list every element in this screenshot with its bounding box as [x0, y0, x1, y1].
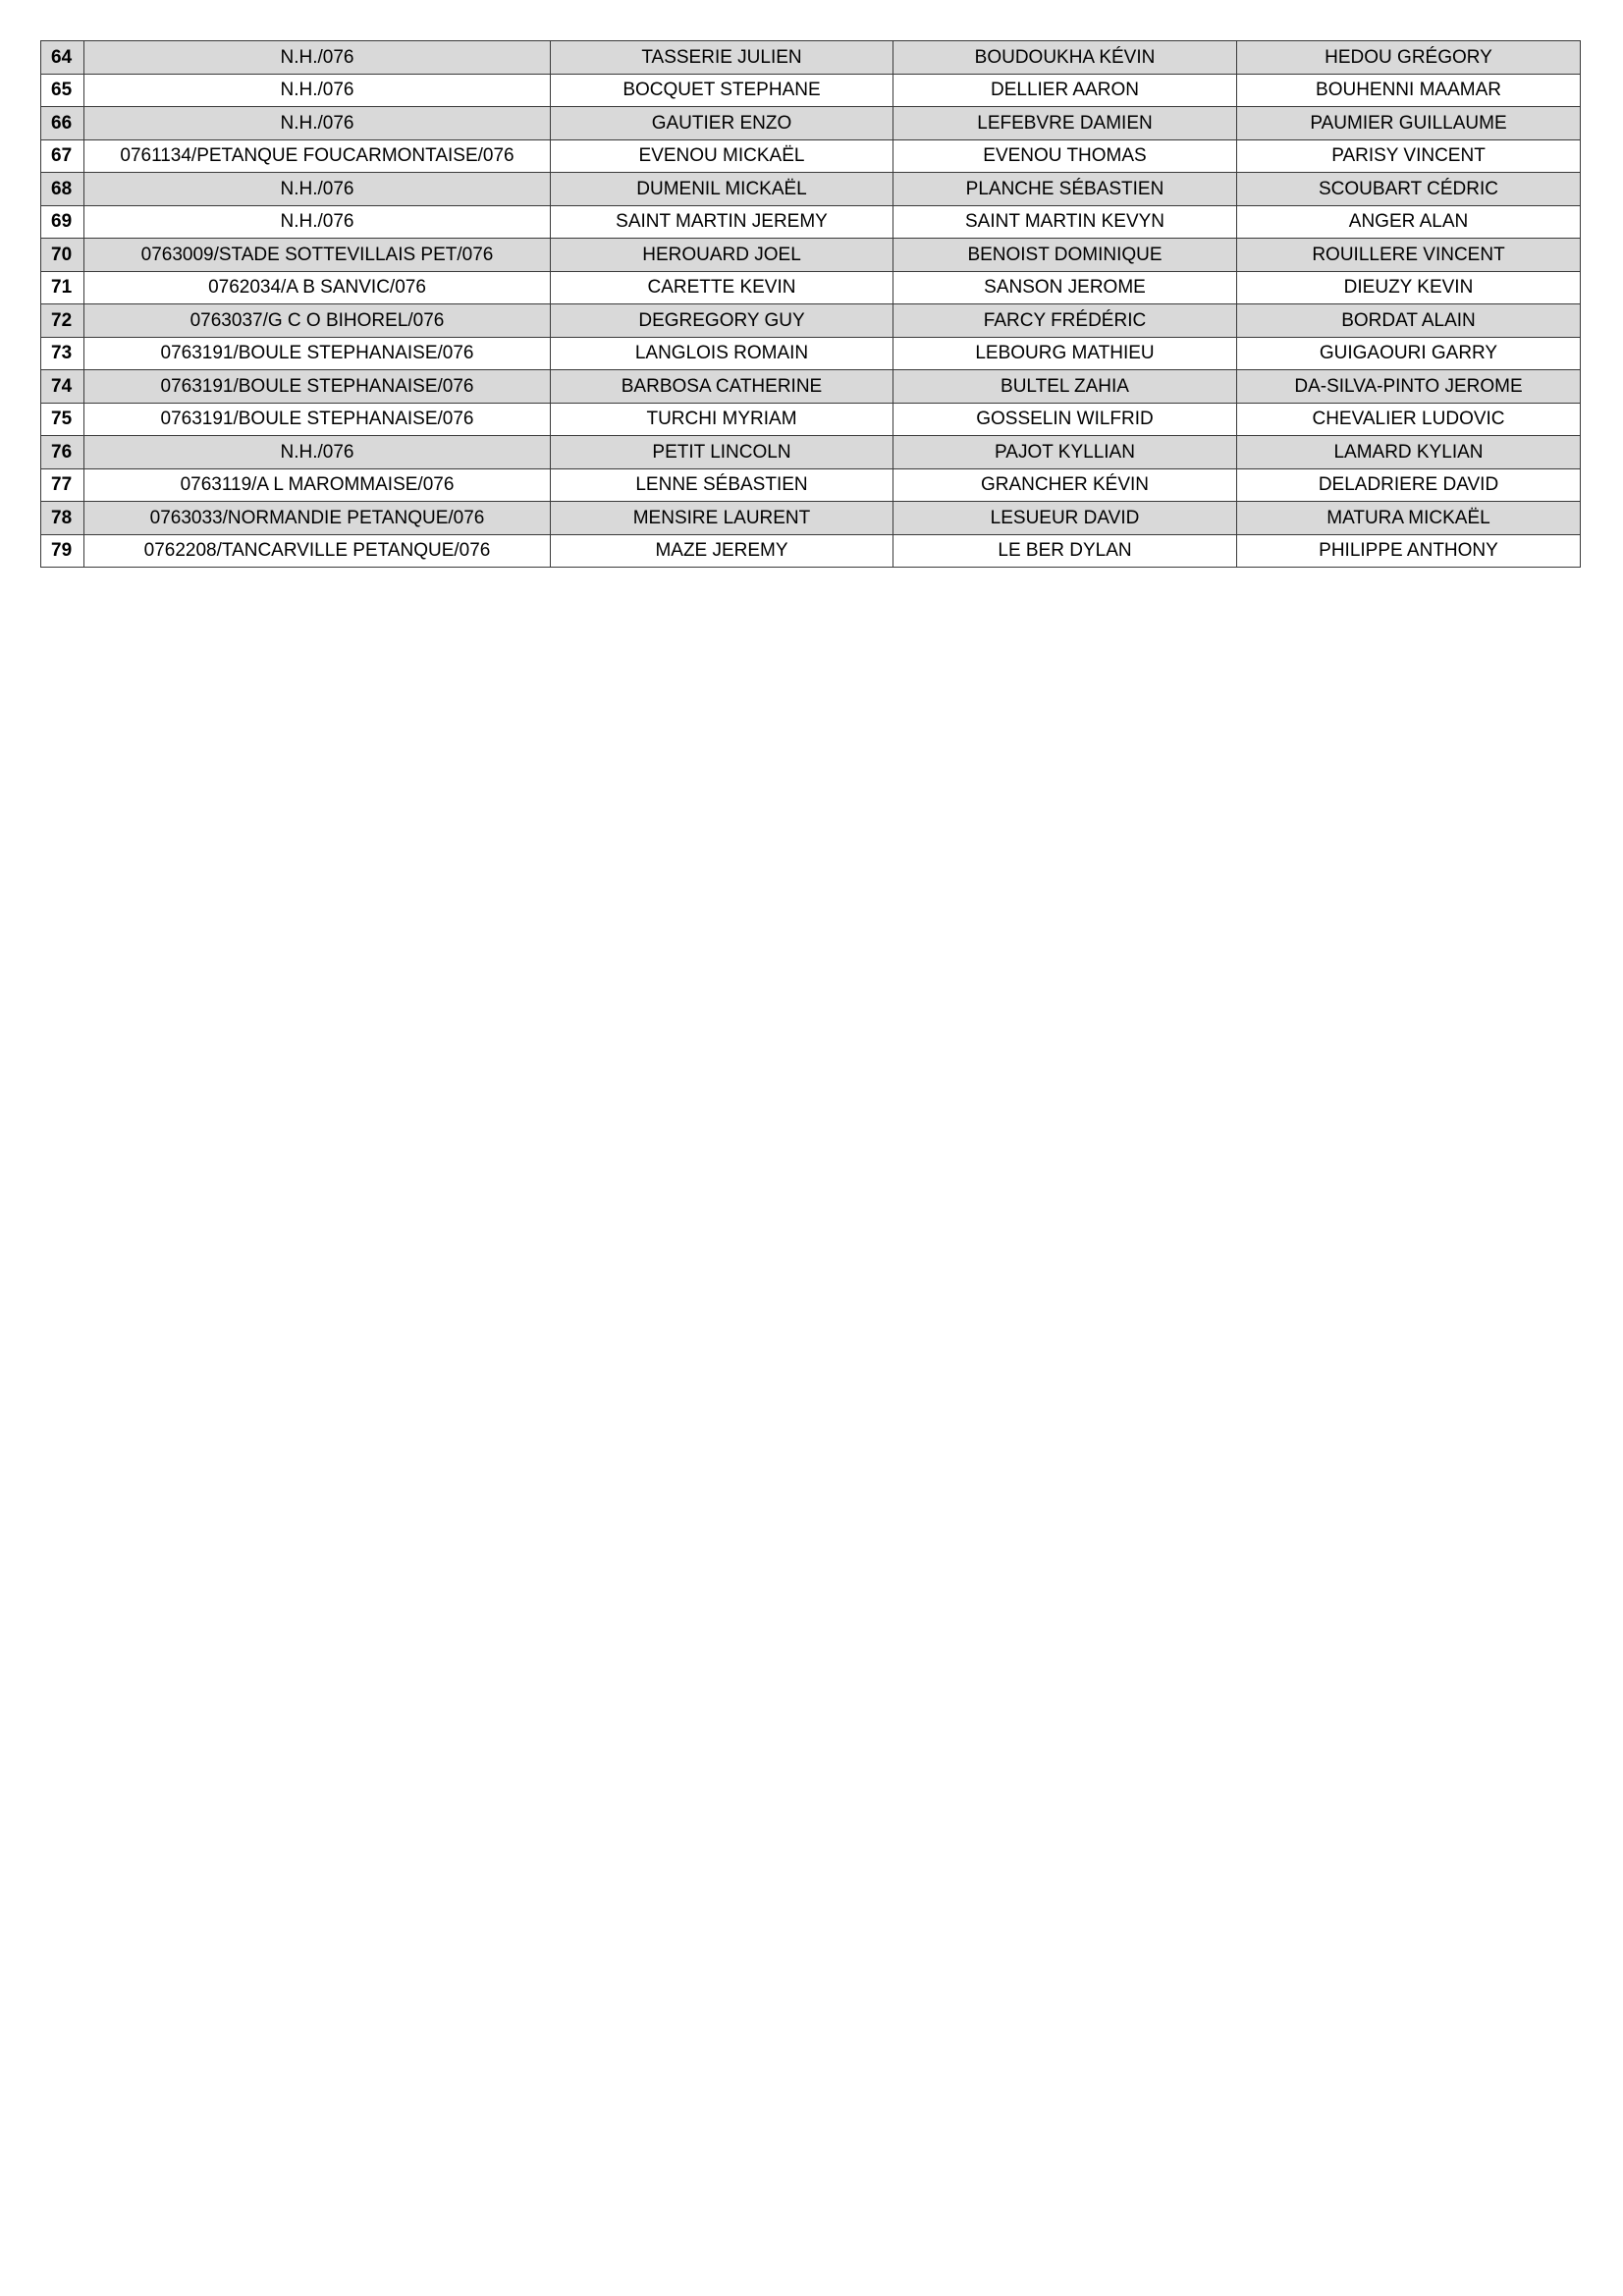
player-1: LANGLOIS ROMAIN — [551, 337, 893, 370]
player-2: SANSON JEROME — [893, 271, 1237, 304]
team-number: 74 — [41, 370, 84, 404]
player-1: TURCHI MYRIAM — [551, 403, 893, 436]
player-3: CHEVALIER LUDOVIC — [1237, 403, 1581, 436]
table-row — [41, 370, 1581, 404]
table-row — [41, 271, 1581, 304]
player-2: PLANCHE SÉBASTIEN — [893, 173, 1237, 206]
team-number: 67 — [41, 139, 84, 173]
club-name: 0763033/NORMANDIE PETANQUE/076 — [84, 502, 551, 535]
club-name: 0762034/A B SANVIC/076 — [84, 271, 551, 304]
player-3: SCOUBART CÉDRIC — [1237, 173, 1581, 206]
table-row — [41, 337, 1581, 370]
club-name: 0761134/PETANQUE FOUCARMONTAISE/076 — [84, 139, 551, 173]
team-number: 71 — [41, 271, 84, 304]
team-number: 64 — [41, 41, 84, 75]
club-name: 0763009/STADE SOTTEVILLAIS PET/076 — [84, 239, 551, 272]
club-name: 0763191/BOULE STEPHANAISE/076 — [84, 370, 551, 404]
player-3: PARISY VINCENT — [1237, 139, 1581, 173]
team-number: 75 — [41, 403, 84, 436]
club-name: 0763119/A L MAROMMAISE/076 — [84, 468, 551, 502]
player-3: PHILIPPE ANTHONY — [1237, 534, 1581, 568]
table-row — [41, 534, 1581, 568]
player-2: LEBOURG MATHIEU — [893, 337, 1237, 370]
player-3: LAMARD KYLIAN — [1237, 436, 1581, 469]
player-1: BOCQUET STEPHANE — [551, 74, 893, 107]
team-number: 68 — [41, 173, 84, 206]
table-row — [41, 502, 1581, 535]
player-1: DEGREGORY GUY — [551, 304, 893, 338]
player-1: TASSERIE JULIEN — [551, 41, 893, 75]
team-number: 78 — [41, 502, 84, 535]
player-2: LE BER DYLAN — [893, 534, 1237, 568]
player-1: MENSIRE LAURENT — [551, 502, 893, 535]
player-1: MAZE JEREMY — [551, 534, 893, 568]
table-row — [41, 173, 1581, 206]
table-row — [41, 74, 1581, 107]
club-name: N.H./076 — [84, 205, 551, 239]
club-name: N.H./076 — [84, 41, 551, 75]
team-number: 65 — [41, 74, 84, 107]
player-3: DIEUZY KEVIN — [1237, 271, 1581, 304]
club-name: N.H./076 — [84, 436, 551, 469]
table-row — [41, 205, 1581, 239]
player-2: BOUDOUKHA KÉVIN — [893, 41, 1237, 75]
team-number: 79 — [41, 534, 84, 568]
player-3: BOUHENNI MAAMAR — [1237, 74, 1581, 107]
club-name: 0762208/TANCARVILLE PETANQUE/076 — [84, 534, 551, 568]
team-number: 76 — [41, 436, 84, 469]
player-2: GRANCHER KÉVIN — [893, 468, 1237, 502]
player-1: BARBOSA CATHERINE — [551, 370, 893, 404]
table-body — [41, 41, 1581, 568]
table-row — [41, 107, 1581, 140]
team-number: 70 — [41, 239, 84, 272]
table-row — [41, 468, 1581, 502]
club-name: 0763191/BOULE STEPHANAISE/076 — [84, 337, 551, 370]
player-1: SAINT MARTIN JEREMY — [551, 205, 893, 239]
player-1: CARETTE KEVIN — [551, 271, 893, 304]
player-2: BENOIST DOMINIQUE — [893, 239, 1237, 272]
team-registration-table — [40, 40, 1581, 568]
player-2: FARCY FRÉDÉRIC — [893, 304, 1237, 338]
team-number: 72 — [41, 304, 84, 338]
team-number: 69 — [41, 205, 84, 239]
player-3: MATURA MICKAËL — [1237, 502, 1581, 535]
player-2: GOSSELIN WILFRID — [893, 403, 1237, 436]
player-3: HEDOU GRÉGORY — [1237, 41, 1581, 75]
table-row — [41, 403, 1581, 436]
player-2: SAINT MARTIN KEVYN — [893, 205, 1237, 239]
player-2: LEFEBVRE DAMIEN — [893, 107, 1237, 140]
player-1: LENNE SÉBASTIEN — [551, 468, 893, 502]
player-2: LESUEUR DAVID — [893, 502, 1237, 535]
table-row — [41, 436, 1581, 469]
player-1: HEROUARD JOEL — [551, 239, 893, 272]
table-row — [41, 139, 1581, 173]
player-3: GUIGAOURI GARRY — [1237, 337, 1581, 370]
club-name: N.H./076 — [84, 74, 551, 107]
player-3: DELADRIERE DAVID — [1237, 468, 1581, 502]
table-row — [41, 304, 1581, 338]
player-1: DUMENIL MICKAËL — [551, 173, 893, 206]
player-3: DA-SILVA-PINTO JEROME — [1237, 370, 1581, 404]
player-3: ANGER ALAN — [1237, 205, 1581, 239]
player-3: PAUMIER GUILLAUME — [1237, 107, 1581, 140]
player-2: BULTEL ZAHIA — [893, 370, 1237, 404]
player-2: DELLIER AARON — [893, 74, 1237, 107]
player-2: EVENOU THOMAS — [893, 139, 1237, 173]
club-name: 0763191/BOULE STEPHANAISE/076 — [84, 403, 551, 436]
team-number: 66 — [41, 107, 84, 140]
player-1: EVENOU MICKAËL — [551, 139, 893, 173]
team-number: 73 — [41, 337, 84, 370]
team-number: 77 — [41, 468, 84, 502]
club-name: 0763037/G C O BIHOREL/076 — [84, 304, 551, 338]
table-row — [41, 239, 1581, 272]
player-3: BORDAT ALAIN — [1237, 304, 1581, 338]
player-2: PAJOT KYLLIAN — [893, 436, 1237, 469]
table-row — [41, 41, 1581, 75]
club-name: N.H./076 — [84, 173, 551, 206]
club-name: N.H./076 — [84, 107, 551, 140]
player-1: GAUTIER ENZO — [551, 107, 893, 140]
player-1: PETIT LINCOLN — [551, 436, 893, 469]
player-3: ROUILLERE VINCENT — [1237, 239, 1581, 272]
